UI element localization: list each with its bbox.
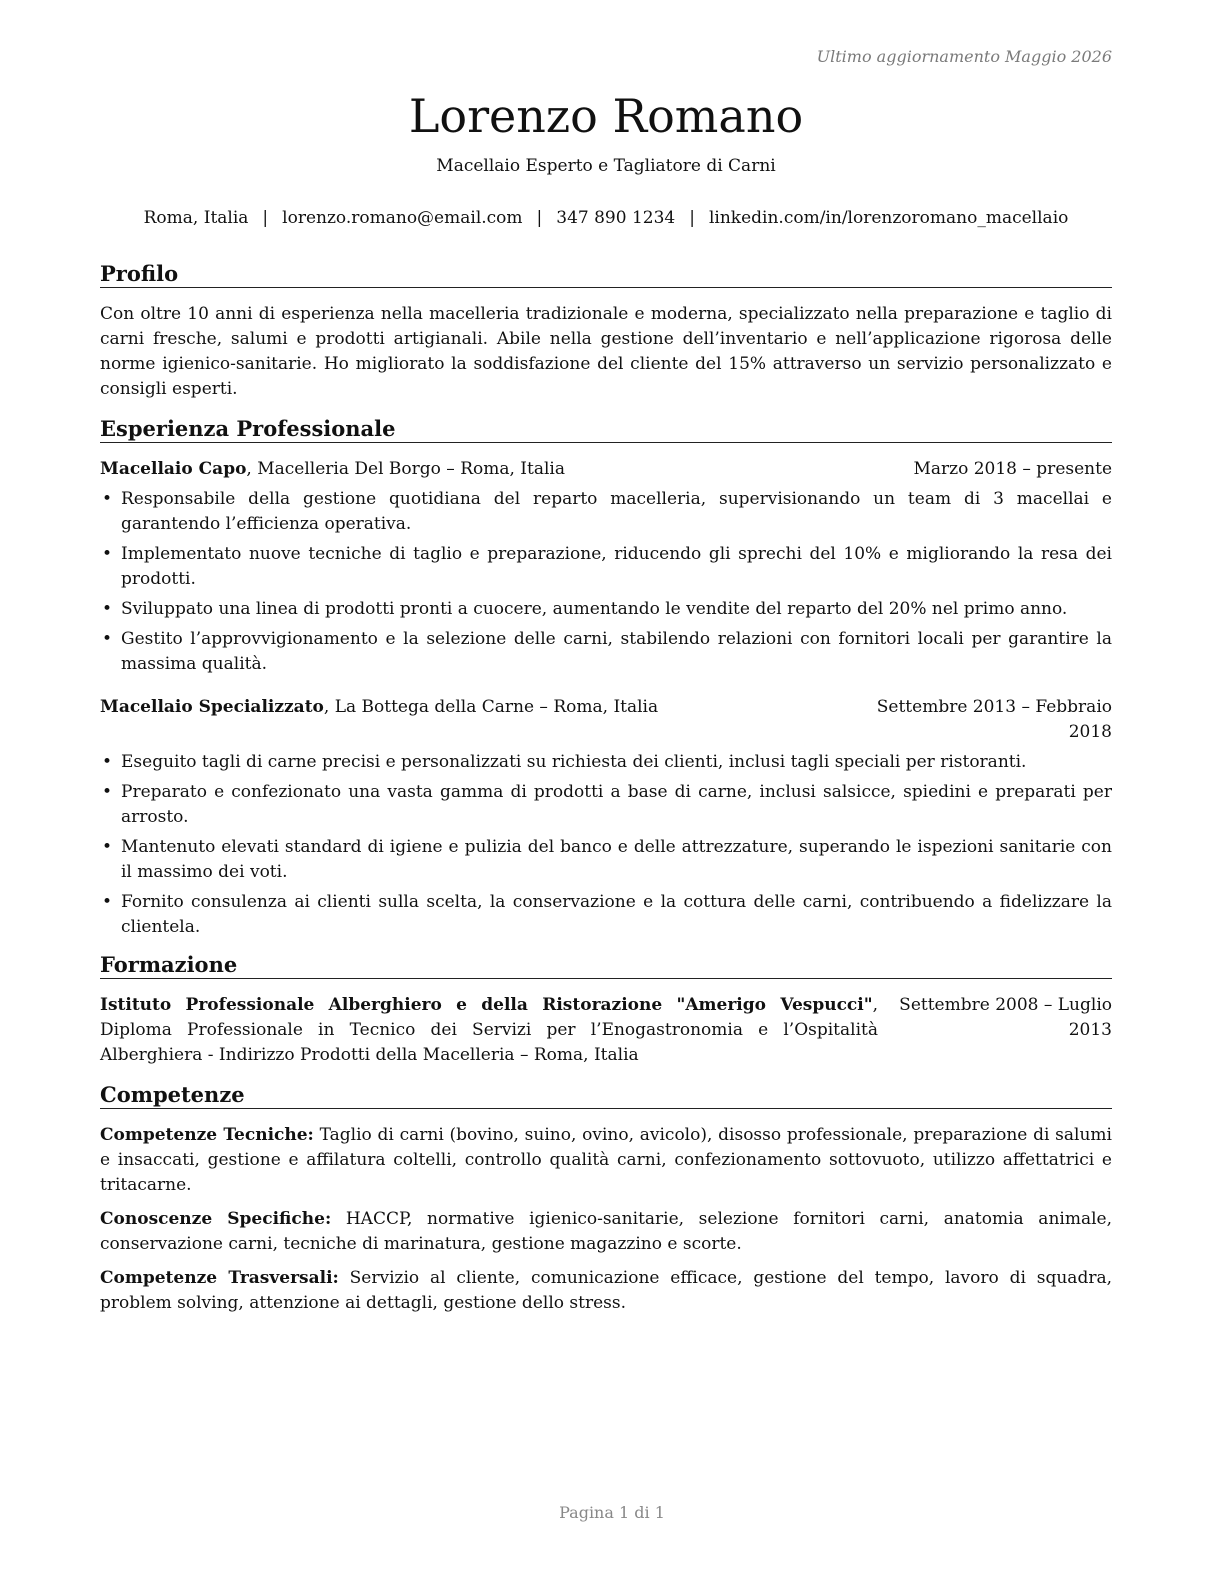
bullet-icon: • — [102, 837, 113, 857]
bullet-icon: • — [102, 629, 113, 649]
education-dates: Settembre 2008 – Luglio 2013 — [899, 995, 1112, 1040]
skill-text: HACCP, normative igienico-sanitarie, selezione fornitori carni, anatomia animale, conservazione carni, tecniche di marinatura, gestione magazzino e scorte. — [100, 1209, 1112, 1254]
section-title-education: Formazione — [100, 952, 1112, 979]
education-entry — [100, 993, 1112, 1068]
job-role: Macellaio Specializzato — [100, 697, 324, 717]
section-title-skills: Competenze — [100, 1082, 1112, 1109]
profile-section — [100, 261, 1112, 402]
bullet-icon: • — [102, 752, 113, 772]
job-dates: Settembre 2013 – Febbraio 2018 — [876, 697, 1112, 742]
list-item: • Implementato nuove tecniche di taglio e preparazione, riducendo gli sprechi del 10% e migliorando la resa dei prodotti. — [102, 544, 1112, 589]
skill-item — [100, 1207, 1112, 1257]
job-company: , Macelleria Del Borgo – Roma, Italia — [246, 459, 565, 479]
section-title-experience: Esperienza Professionale — [100, 416, 1112, 443]
candidate-subtitle: Macellaio Esperto e Tagliatore di Carni — [436, 156, 776, 176]
bullet-icon: • — [102, 544, 113, 564]
contact-location: Roma, Italia — [143, 208, 249, 228]
job-entry — [100, 695, 1112, 940]
list-item: • Preparato e confezionato una vasta gamma di prodotti a base di carne, inclusi salsicce, spiedini e preparati per arrosto. — [102, 782, 1112, 827]
skill-label: Conoscenze Specifiche: — [100, 1209, 332, 1229]
education-school-name: "Amerigo Vespucci" — [676, 995, 873, 1015]
list-item: • Sviluppato una linea di prodotti pronti a cuocere, aumentando le vendite del reparto del 20% nel primo anno. — [100, 597, 1112, 622]
skill-text: Taglio di carni (bovino, suino, ovino, avicolo), disosso professionale, preparazione di salumi e insaccati, gestione e affilatura coltelli, controllo qualità carni, confezionamento sottovuoto, utilizzo affettatrici e tritacarne. — [100, 1125, 1112, 1195]
section-title-profile: Profilo — [100, 261, 1112, 288]
list-item: • Gestito l’approvvigionamento e la selezione delle carni, stabilendo relazioni con fornitori locali per garantire la massima qualità. — [102, 629, 1112, 674]
candidate-name: Lorenzo Romano — [408, 89, 804, 143]
education-description — [100, 993, 878, 1068]
job-role: Macellaio Capo — [100, 459, 247, 479]
job-bullets — [100, 487, 1112, 677]
list-item: • Eseguito tagli di carne precisi e personalizzati su richiesta dei clienti, inclusi tagli speciali per ristoranti. — [100, 750, 1112, 775]
education-section — [100, 952, 1112, 1068]
profile-text: Con oltre 10 anni di esperienza nella macelleria tradizionale e moderna, specializzato nella preparazione e taglio di carni fresche, salumi e prodotti artigianali. Abile nella gestione dell’inventario e nell’applicazione rigorosa delle norme igienico-sanitarie. Ho migliorato la soddisfazione del cliente del 15% attraverso un servizio personalizzato e consigli esperti. — [100, 304, 1112, 399]
job-entry — [100, 457, 1112, 677]
skill-label: Competenze Trasversali: — [100, 1268, 339, 1288]
skills-section — [100, 1082, 1112, 1316]
skill-item — [100, 1123, 1112, 1198]
page-number: Pagina 1 di 1 — [559, 1503, 665, 1522]
list-item: • Responsabile della gestione quotidiana del reparto macelleria, supervisionando un team di 3 macellai e garantendo l’efficienza operativa. — [102, 489, 1112, 534]
contact-email[interactable]: lorenzo.romano@email.com — [282, 208, 523, 228]
job-dates: Marzo 2018 – presente — [913, 459, 1112, 479]
job-header — [100, 457, 1112, 482]
skill-text: Servizio al cliente, comunicazione efficace, gestione del tempo, lavoro di squadra, problem solving, attenzione ai dettagli, gestione dello stress. — [100, 1268, 1112, 1313]
bullet-icon: • — [102, 489, 113, 509]
job-bullets — [100, 750, 1112, 940]
contact-separator: | — [536, 208, 543, 228]
job-company: , La Bottega della Carne – Roma, Italia — [323, 697, 659, 717]
bullet-icon: • — [102, 599, 113, 619]
contact-linkedin[interactable]: linkedin.com/in/lorenzoromano_macellaio — [708, 208, 1069, 228]
list-item: • Fornito consulenza ai clienti sulla scelta, la conservazione e la cottura delle carni, contribuendo a fidelizzare la clientela. — [102, 892, 1112, 937]
education-school: Istituto Professionale Alberghiero e della Ristorazione — [100, 995, 677, 1015]
list-item: • Mantenuto elevati standard di igiene e pulizia del banco e delle attrezzature, superando le ispezioni sanitarie con il massimo dei voti. — [102, 837, 1112, 882]
skill-label: Competenze Tecniche: — [100, 1125, 314, 1145]
experience-section — [100, 416, 1112, 940]
skill-item — [100, 1266, 1112, 1316]
contact-phone: 347 890 1234 — [556, 208, 676, 228]
bullet-icon: • — [102, 782, 113, 802]
education-details: , Diploma Professionale in Tecnico dei Servizi per l’Enogastronomia e l’Ospitalità Alberghiera - Indirizzo Prodotti della Macelleria – Roma, Italia — [100, 995, 878, 1065]
bullet-icon: • — [102, 892, 113, 912]
contact-separator: | — [689, 208, 695, 228]
contact-separator: | — [262, 208, 269, 228]
contact-line — [100, 206, 1112, 231]
last-updated: Ultimo aggiornamento Maggio 2026 — [816, 47, 1112, 66]
job-header — [100, 695, 1112, 745]
